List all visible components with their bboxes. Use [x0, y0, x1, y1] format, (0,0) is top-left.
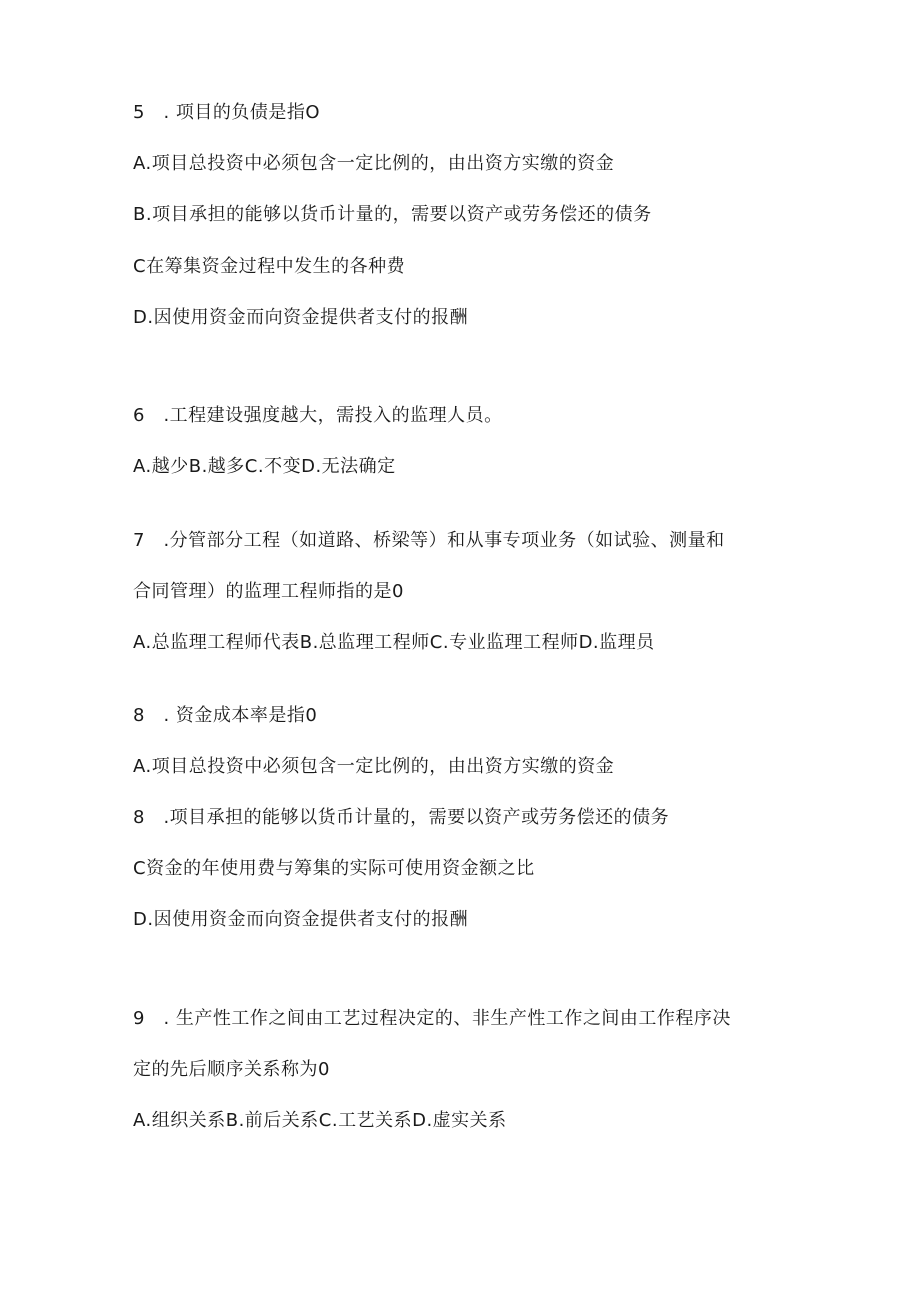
question-7-stem-line-2: 合同管理）的监理工程师指的是0 — [133, 581, 404, 602]
question-6-stem: 6 .工程建设强度越大，需投入的监理人员。 — [133, 405, 503, 426]
question-5-option-a: A.项目总投资中必须包含一定比例的，由出资方实缴的资金 — [133, 153, 615, 174]
question-8-option-b: 8 .项目承担的能够以货币计量的，需要以资产或劳务偿还的债务 — [133, 807, 670, 828]
question-6-options: A.越少B.越多C.不变D.无法确定 — [133, 456, 396, 477]
question-8-option-a: A.项目总投资中必须包含一定比例的，由出资方实缴的资金 — [133, 756, 615, 777]
question-5-option-c: C在筹集资金过程中发生的各种费 — [133, 256, 406, 277]
question-8-option-c: C资金的年使用费与筹集的实际可使用资金额之比 — [133, 858, 535, 879]
question-5-option-b: B.项目承担的能够以货币计量的，需要以资产或劳务偿还的债务 — [133, 204, 652, 225]
question-8-option-d: D.因使用资金而向资金提供者支付的报酬 — [133, 909, 469, 930]
question-9-stem-line-1: 9 . 生产性工作之间由工艺过程决定的、非生产性工作之间由工作程序决 — [133, 1008, 731, 1029]
question-9-options: A.组织关系B.前后关系C.工艺关系D.虚实关系 — [133, 1110, 507, 1131]
question-9-stem-line-2: 定的先后顺序关系称为0 — [133, 1059, 330, 1080]
question-8-stem: 8 . 资金成本率是指0 — [133, 705, 318, 726]
question-5-option-d: D.因使用资金而向资金提供者支付的报酬 — [133, 307, 469, 328]
question-7-stem-line-1: 7 .分管部分工程（如道路、桥梁等）和从事专项业务（如试验、测量和 — [133, 530, 725, 551]
question-7-options: A.总监理工程师代表B.总监理工程师C.专业监理工程师D.监理员 — [133, 632, 655, 653]
question-5-stem: 5 . 项目的负债是指O — [133, 102, 321, 123]
